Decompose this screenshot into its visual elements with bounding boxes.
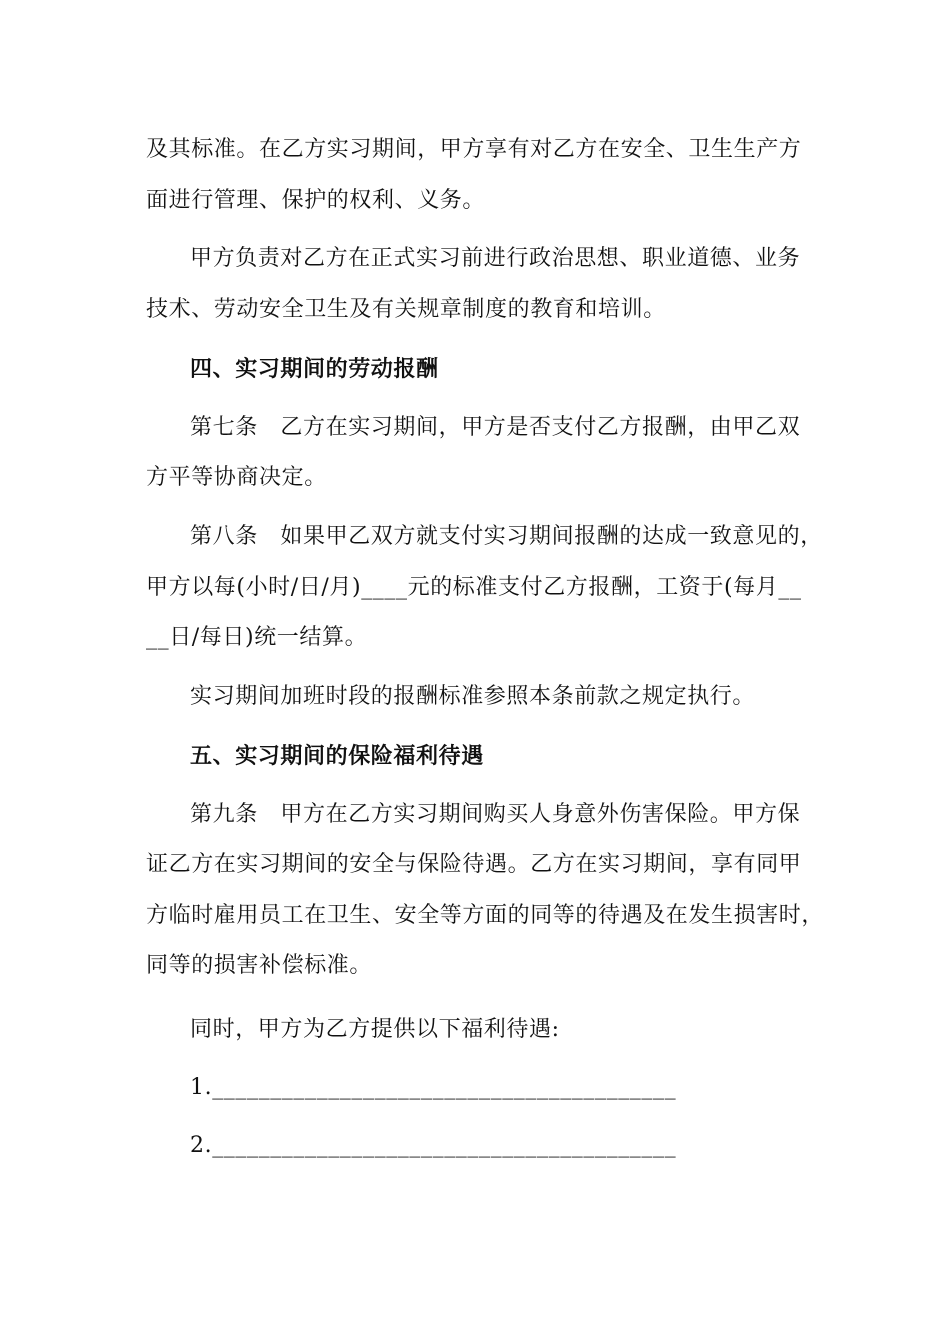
- list-item: 1.________________________________________: [190, 1075, 677, 1100]
- list-item: 2.________________________________________: [190, 1133, 677, 1158]
- article-line: 第九条 甲方在乙方实习期间购买人身意外伤害保险。甲方保: [190, 802, 801, 827]
- text-line: 面进行管理、保护的权利、义务。: [146, 188, 486, 213]
- paragraph-line: 同时，甲方为乙方提供以下福利待遇:: [190, 1017, 560, 1042]
- article-line: 第七条 乙方在实习期间，甲方是否支付乙方报酬，由甲乙双: [190, 415, 801, 440]
- section-heading: 五、实习期间的保险福利待遇: [190, 743, 484, 769]
- text-line: 方平等协商决定。: [146, 465, 327, 490]
- text-line: 及其标准。在乙方实习期间，甲方享有对乙方在安全、卫生生产方: [146, 137, 802, 162]
- text-line: 证乙方在实习期间的安全与保险待遇。乙方在实习期间，享有同甲: [146, 852, 802, 877]
- paragraph-line: 甲方负责对乙方在正式实习前进行政治思想、职业道德、业务: [190, 246, 801, 271]
- text-line: 甲方以每(小时/日/月)____元的标准支付乙方报酬，工资于(每月__: [146, 575, 802, 600]
- paragraph-line: 实习期间加班时段的报酬标准参照本条前款之规定执行。: [190, 684, 756, 709]
- article-line: 第八条 如果甲乙双方就支付实习期间报酬的达成一致意见的，: [190, 524, 823, 549]
- text-line: __日/每日)统一结算。: [146, 625, 368, 650]
- text-line: 技术、劳动安全卫生及有关规章制度的教育和培训。: [146, 297, 666, 322]
- section-heading: 四、实习期间的劳动报酬: [190, 356, 439, 382]
- text-line: 同等的损害补偿标准。: [146, 953, 373, 978]
- text-line: 方临时雇用员工在卫生、安全等方面的同等的待遇及在发生损害时，: [146, 903, 825, 928]
